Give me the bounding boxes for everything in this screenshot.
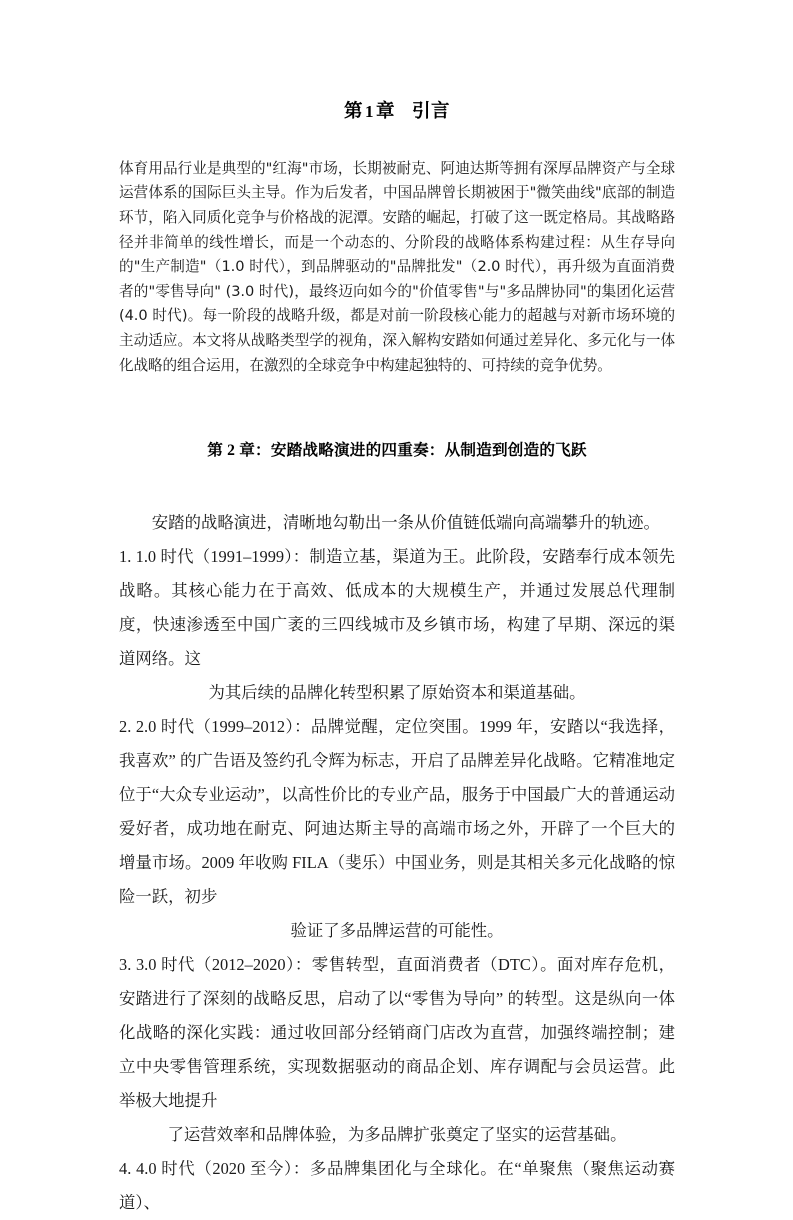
chapter-1-heading-prefix: 第 xyxy=(343,102,363,122)
stage-item-body: 2.0 时代（1999–2012）：品牌觉醒，定位突围。1999 年，安踏以“我选择，我喜欢” 的广告语及签约孔令辉为标志，开启了品牌差异化战略。它精准地定位于“大众专业运动”，以高性价比的专业产品，服务于中国最广大的普通运动爱好者，成功地在耐克、阿迪达斯主导的高端市场之外，开辟了一个巨大的增量市场。2009 年收购 FILA（斐乐）中国业务，则是其相关多元化战略的惊险一跃，初步 xyxy=(119,717,675,907)
list-item xyxy=(119,710,675,948)
chapter-1-heading-unit: 章 xyxy=(375,102,395,122)
stage-item-body: 4.0 时代（2020 至今）：多品牌集团化与全球化。在“单聚焦（聚焦运动赛道）、 xyxy=(119,1159,675,1213)
list-item xyxy=(119,540,675,710)
stage-item-tail: 了运营效率和品牌体验，为多品牌扩张奠定了坚实的运营基础。 xyxy=(167,1125,627,1145)
chapter-1-paragraph: 体育用品行业是典型的"红海"市场，长期被耐克、阿迪达斯等拥有深厚品牌资产与全球运营体系的国际巨头主导。作为后发者，中国品牌曾长期被困于"微笑曲线"底部的制造环节，陷入同质化竞争与价格战的泥潭。安踏的崛起，打破了这一既定格局。其战略路径并非简单的线性增长，而是一个动态的、分阶段的战略体系构建过程：从生存导向的"生产制造"（1.0 时代），到品牌驱动的"品牌批发"（2.0 时代），再升级为直面消费者的"零售导向" (3.0 时代)，最终迈向如今的"价值零售"与"多品牌协同"的集团化运营 (4.0 时代)。每一阶段的战略升级，都是对前一阶段核心能力的超越与对新市场环境的主动适应。本文将从战略类型学的视角，深入解构安踏如何通过差异化、多元化与一体化战略的组合运用，在激烈的全球竞争中构建起独特的、可持续的竞争优势。 xyxy=(119,159,675,374)
chapter-1-heading xyxy=(119,0,675,126)
stage-list xyxy=(119,540,675,1220)
list-item xyxy=(119,948,675,1152)
chapter-2-lead-paragraph: 安踏的战略演进，清晰地勾勒出一条从价值链低端向高端攀升的轨迹。 xyxy=(151,513,660,533)
stage-item-tail: 验证了多品牌运营的可能性。 xyxy=(290,921,504,941)
stage-item-body: 3.0 时代（2012–2020）：零售转型，直面消费者（DTC）。面对库存危机，安踏进行了深刻的战略反思，启动了以“零售为导向” 的转型。这是纵向一体化战略的深化实践：通过收回部分经销商门店改为直营，加强终端控制；建立中央零售管理系统，实现数据驱动的商品企划、库存调配与会员运营。此举极大地提升 xyxy=(119,955,675,1111)
page-content-column xyxy=(119,0,675,1220)
stage-item-tail: 为其后续的品牌化转型积累了原始资本和渠道基础。 xyxy=(208,683,586,703)
chapter-1-heading-title: 引言 xyxy=(412,102,451,122)
chapter-1-heading-number: 1 xyxy=(364,102,374,121)
list-item xyxy=(119,1152,675,1220)
stage-item-body: 1.0 时代（1991–1999）：制造立基，渠道为王。此阶段，安踏奉行成本领先战略。其核心能力在于高效、低成本的大规模生产，并通过发展总代理制度，快速渗透至中国广袤的三四线城市及乡镇市场，构建了早期、深远的渠道网络。这 xyxy=(119,547,675,669)
chapter-2-heading: 第 2 章：安踏战略演进的四重奏：从制造到创造的飞跃 xyxy=(207,442,587,460)
